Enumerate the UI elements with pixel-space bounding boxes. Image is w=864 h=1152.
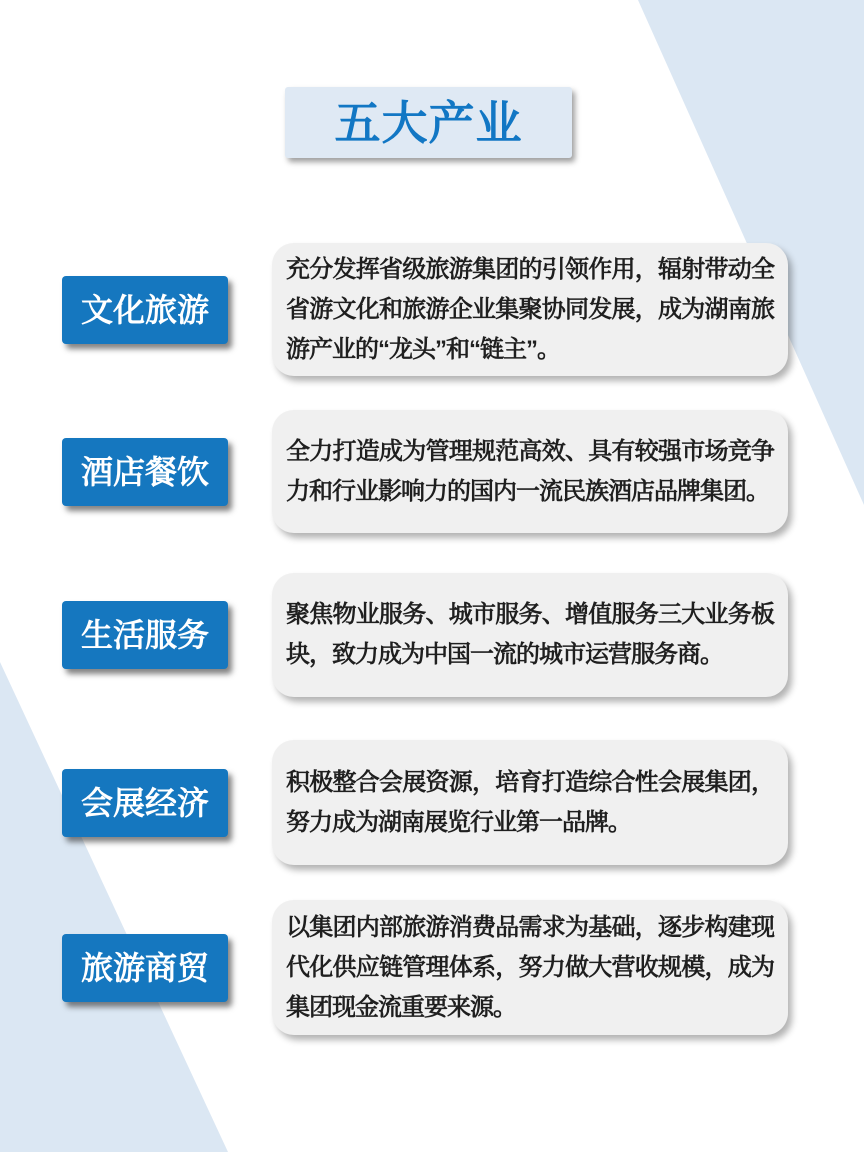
industry-description-text: 全力打造成为管理规范高效、具有较强市场竞争力和行业影响力的国内一流民族酒店品牌集团。 <box>286 437 774 505</box>
industry-row-exhibition-economy <box>0 740 864 865</box>
page-title: 五大产业 <box>334 96 523 149</box>
industry-row-hotel-catering <box>0 410 864 533</box>
industry-description-card <box>272 573 788 697</box>
industry-description-card <box>272 900 788 1035</box>
industry-row-cultural-tourism <box>0 243 864 376</box>
industry-label-cultural-tourism <box>62 276 228 344</box>
industry-description-card <box>272 410 788 533</box>
industry-label-tourism-trade <box>62 934 228 1002</box>
industry-label-text: 旅游商贸 <box>80 949 209 986</box>
industry-description-card <box>272 740 788 865</box>
industry-description-text: 聚焦物业服务、城市服务、增值服务三大业务板块，致力成为中国一流的城市运营服务商。 <box>286 601 774 668</box>
industry-row-life-services <box>0 573 864 697</box>
industry-label-text: 酒店餐饮 <box>80 453 209 490</box>
industry-description-text: 以集团内部旅游消费品需求为基础，逐步构建现代化供应链管理体系，努力做大营收规模，成为集团现金流重要来源。 <box>286 913 774 1021</box>
industry-label-life-services <box>62 601 228 669</box>
industry-description-text: 充分发挥省级旅游集团的引领作用，辐射带动全省游文化和旅游企业集聚协同发展，成为湖南旅游产业的“龙头”和“链主”。 <box>286 255 774 363</box>
page-title-box <box>285 87 572 158</box>
industry-row-tourism-trade <box>0 900 864 1035</box>
industry-label-hotel-catering <box>62 438 228 506</box>
industry-description-card <box>272 243 788 376</box>
industry-description-text: 积极整合会展资源，培育打造综合性会展集团，努力成为湖南展览行业第一品牌。 <box>286 768 774 836</box>
industry-label-text: 生活服务 <box>80 617 209 653</box>
industry-label-text: 文化旅游 <box>80 291 209 328</box>
industry-label-text: 会展经济 <box>80 784 209 821</box>
industry-label-exhibition-economy <box>62 769 228 837</box>
